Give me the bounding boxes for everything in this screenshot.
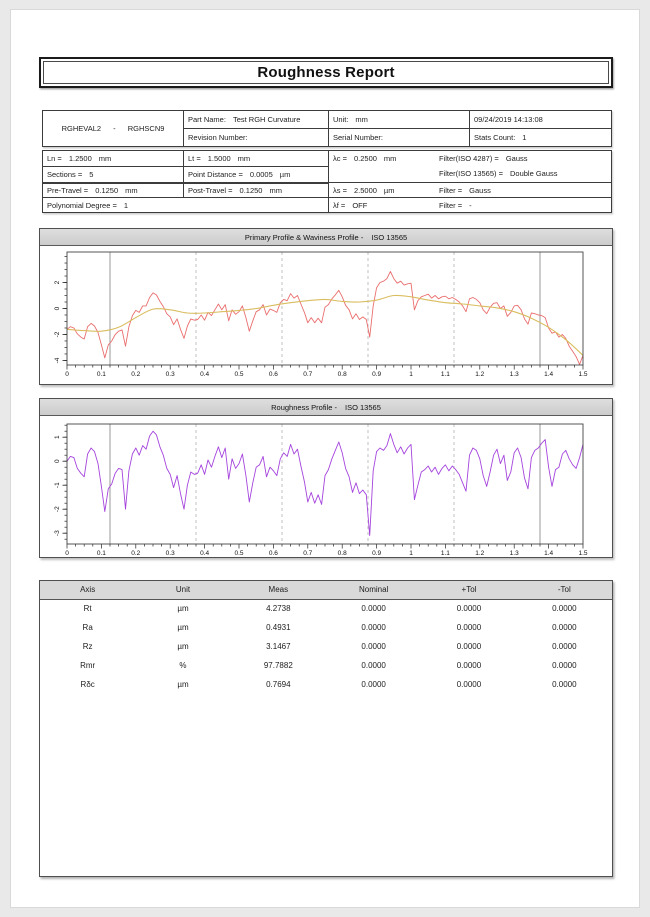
svg-text:0: 0 <box>65 371 69 378</box>
primary-chart-title: Primary Profile & Waviness Profile - <box>244 232 364 242</box>
table-cell: µm <box>177 642 189 651</box>
lt-label: Lt = <box>188 154 201 163</box>
col-plus-tol: +Tol <box>421 581 516 599</box>
svg-text:0: 0 <box>54 459 61 464</box>
header-table <box>42 110 612 147</box>
report-title: Roughness Report <box>257 64 395 81</box>
primary-chart-standard: ISO 13565 <box>371 232 408 242</box>
svg-text:0.1: 0.1 <box>96 371 106 378</box>
filter-lf-value: - <box>469 200 472 210</box>
parameters-table <box>42 150 612 213</box>
filters-block <box>435 151 611 182</box>
table-cell: µm <box>177 623 189 632</box>
lambda-s-unit: µm <box>383 185 395 195</box>
table-cell: 0.0000 <box>456 604 482 614</box>
point-distance-unit: µm <box>279 169 291 179</box>
program-left: RGHEVAL2 <box>61 124 102 133</box>
stats-count-cell <box>470 129 612 147</box>
datetime-value: 09/24/2019 14:13:08 <box>474 115 543 124</box>
primary-waviness-chart <box>39 228 613 385</box>
svg-text:0.7: 0.7 <box>303 550 313 557</box>
point-distance-value: 0.0005 <box>249 169 273 179</box>
lambda-s-label: λs = <box>333 185 347 195</box>
ls-filter-cell <box>329 183 612 198</box>
pre-travel-label: Pre-Travel = <box>47 185 89 195</box>
post-travel-value: 0.1250 <box>239 185 263 195</box>
col-meas: Meas <box>231 581 326 599</box>
table-row <box>40 675 612 694</box>
svg-text:0.6: 0.6 <box>268 371 278 378</box>
roughness-chart-svg <box>40 416 612 557</box>
program-separator: - <box>113 124 116 133</box>
sections-cell <box>43 167 184 183</box>
table-cell: 0.0000 <box>456 623 482 632</box>
svg-text:1.3: 1.3 <box>509 371 519 378</box>
lt-cell <box>184 151 329 167</box>
revision-cell <box>184 129 329 147</box>
unit-value: mm <box>355 115 368 124</box>
svg-text:0.9: 0.9 <box>372 371 382 378</box>
svg-text:0.7: 0.7 <box>303 371 313 378</box>
svg-text:1.1: 1.1 <box>440 550 450 557</box>
table-row <box>40 637 612 656</box>
svg-text:1.3: 1.3 <box>509 550 519 557</box>
table-cell: µm <box>177 680 189 689</box>
table-cell: Rt <box>83 604 92 614</box>
table-cell: 0.0000 <box>552 604 577 614</box>
table-cell: 0.0000 <box>361 661 386 670</box>
table-row <box>40 599 612 618</box>
post-travel-cell <box>184 183 329 198</box>
pre-travel-cell <box>43 183 184 198</box>
svg-text:0.3: 0.3 <box>165 371 175 378</box>
lambda-f-value: OFF <box>352 200 368 210</box>
filter-lf-label: Filter = <box>439 200 463 210</box>
stats-count-label: Stats Count: <box>474 133 516 142</box>
primary-chart-svg <box>40 246 612 384</box>
revision-label: Revision Number: <box>188 133 248 142</box>
lambda-c-unit: mm <box>383 154 397 163</box>
svg-text:0.8: 0.8 <box>337 550 347 557</box>
table-cell: 0.0000 <box>552 642 577 651</box>
stats-count-value: 1 <box>522 133 527 142</box>
table-cell: 0.0000 <box>361 623 386 632</box>
pre-travel-unit: mm <box>125 185 138 195</box>
table-row <box>40 618 612 637</box>
ln-value: 1.2500 <box>68 154 92 163</box>
svg-text:0.3: 0.3 <box>165 550 175 557</box>
svg-text:2: 2 <box>54 280 61 285</box>
svg-text:-3: -3 <box>54 530 61 537</box>
svg-text:0.8: 0.8 <box>337 371 347 378</box>
svg-text:-4: -4 <box>54 357 61 364</box>
roughness-chart-standard: ISO 13565 <box>345 402 381 412</box>
results-header-row <box>40 581 612 599</box>
svg-text:-2: -2 <box>54 506 61 513</box>
table-cell: 0.0000 <box>361 680 386 689</box>
table-cell: Rz <box>82 642 93 651</box>
lambda-c-value: 0.2500 <box>353 154 377 163</box>
sections-value: 5 <box>89 169 94 179</box>
results-table <box>40 581 612 694</box>
svg-text:1.2: 1.2 <box>475 550 485 557</box>
svg-text:1.5: 1.5 <box>578 550 588 557</box>
svg-text:1: 1 <box>54 435 61 440</box>
roughness-chart-title: Roughness Profile - <box>271 402 337 412</box>
filter-iso4287-label: Filter(ISO 4287) = <box>439 154 499 163</box>
ln-cell <box>43 151 184 167</box>
point-distance-label: Point Distance = <box>188 169 243 179</box>
datetime-cell <box>470 111 612 129</box>
filter-iso4287 <box>439 152 607 167</box>
svg-text:1: 1 <box>409 550 413 557</box>
filter-iso4287-value: Gauss <box>505 154 528 163</box>
table-cell: Ra <box>82 623 93 632</box>
svg-text:0.1: 0.1 <box>96 550 106 557</box>
table-cell: 0.0000 <box>361 604 386 614</box>
table-cell: 0.0000 <box>456 661 482 670</box>
filter-ls <box>435 185 611 196</box>
svg-text:0: 0 <box>54 306 61 311</box>
svg-text:0.9: 0.9 <box>372 550 382 557</box>
post-travel-unit: mm <box>269 185 282 195</box>
point-distance-cell <box>184 167 329 183</box>
filter-iso13565-value: Double Gauss <box>509 168 558 178</box>
poly-degree-cell <box>43 198 329 213</box>
svg-text:0.5: 0.5 <box>234 371 244 378</box>
part-name-cell <box>184 111 329 129</box>
primary-chart-title-bar <box>40 229 612 246</box>
serial-label: Serial Number: <box>333 133 384 142</box>
svg-text:0.2: 0.2 <box>131 550 141 557</box>
lambda-s <box>329 185 435 196</box>
lambda-f-label: λf = <box>333 200 346 210</box>
lambda-s-value: 2.5000 <box>353 185 377 195</box>
ln-label: Ln = <box>47 154 62 163</box>
report-title-inner <box>43 61 609 84</box>
svg-text:1.2: 1.2 <box>475 371 485 378</box>
svg-text:0.5: 0.5 <box>234 550 244 557</box>
table-cell: 0.7694 <box>266 680 291 689</box>
col-nominal: Nominal <box>326 581 421 599</box>
table-cell: 0.4931 <box>266 623 291 632</box>
roughness-chart <box>39 398 613 558</box>
table-cell: 0.0000 <box>361 642 386 651</box>
svg-text:1.4: 1.4 <box>544 371 554 378</box>
col-minus-tol: -Tol <box>517 581 612 599</box>
report-page <box>10 9 640 908</box>
svg-text:-2: -2 <box>54 331 61 338</box>
col-axis: Axis <box>40 581 135 599</box>
unit-cell <box>329 111 470 129</box>
svg-text:0: 0 <box>65 550 69 557</box>
table-cell: 97.7882 <box>263 661 293 670</box>
lf-filter-cell <box>329 198 612 213</box>
filter-iso13565-label: Filter(ISO 13565) = <box>439 168 503 178</box>
table-cell: µm <box>177 604 189 614</box>
svg-text:0.4: 0.4 <box>200 550 210 557</box>
results-box <box>39 580 613 877</box>
svg-text:0.4: 0.4 <box>200 371 210 378</box>
filter-ls-label: Filter = <box>439 185 463 195</box>
table-cell: % <box>179 661 187 670</box>
pre-travel-value: 0.1250 <box>95 185 119 195</box>
sections-label: Sections = <box>47 169 83 179</box>
report-title-box <box>39 57 613 88</box>
roughness-chart-title-bar <box>40 399 612 416</box>
svg-text:1.4: 1.4 <box>544 550 554 557</box>
svg-text:1: 1 <box>409 371 413 378</box>
lambda-f <box>329 200 435 211</box>
program-right: RGHSCN9 <box>127 124 165 133</box>
table-row <box>40 656 612 675</box>
svg-text:0.6: 0.6 <box>268 550 278 557</box>
lt-value: 1.5000 <box>207 154 231 163</box>
table-cell: 0.0000 <box>552 680 577 689</box>
table-cell: 0.0000 <box>456 680 482 689</box>
poly-degree-value: 1 <box>123 200 129 210</box>
lambda-c-label: λc = <box>333 154 347 163</box>
lambda-c <box>329 151 435 168</box>
svg-text:1.1: 1.1 <box>440 371 450 378</box>
program-cell <box>43 111 184 147</box>
table-cell: 0.0000 <box>552 623 577 632</box>
post-travel-label: Post-Travel = <box>188 185 233 195</box>
table-cell: Rmr <box>80 661 96 670</box>
part-name-value: Test RGH Curvature <box>232 115 301 124</box>
ln-unit: mm <box>98 154 112 163</box>
unit-label: Unit: <box>333 115 349 124</box>
filter-iso13565 <box>439 167 607 182</box>
lc-filters-cell <box>329 151 612 183</box>
serial-cell <box>329 129 470 147</box>
table-cell: 0.0000 <box>552 661 577 670</box>
filter-lf <box>435 200 611 211</box>
svg-text:-1: -1 <box>54 482 61 489</box>
col-unit: Unit <box>135 581 230 599</box>
table-cell: 4.2738 <box>266 604 291 614</box>
poly-degree-label: Polynomial Degree = <box>47 200 117 210</box>
svg-text:0.2: 0.2 <box>131 371 141 378</box>
table-cell: Rδc <box>80 680 95 689</box>
lt-unit: mm <box>237 154 251 163</box>
table-cell: 0.0000 <box>456 642 482 651</box>
filter-ls-value: Gauss <box>469 185 491 195</box>
part-name-label: Part Name: <box>188 115 226 124</box>
table-cell: 3.1467 <box>266 642 291 651</box>
svg-text:1.5: 1.5 <box>578 371 588 378</box>
